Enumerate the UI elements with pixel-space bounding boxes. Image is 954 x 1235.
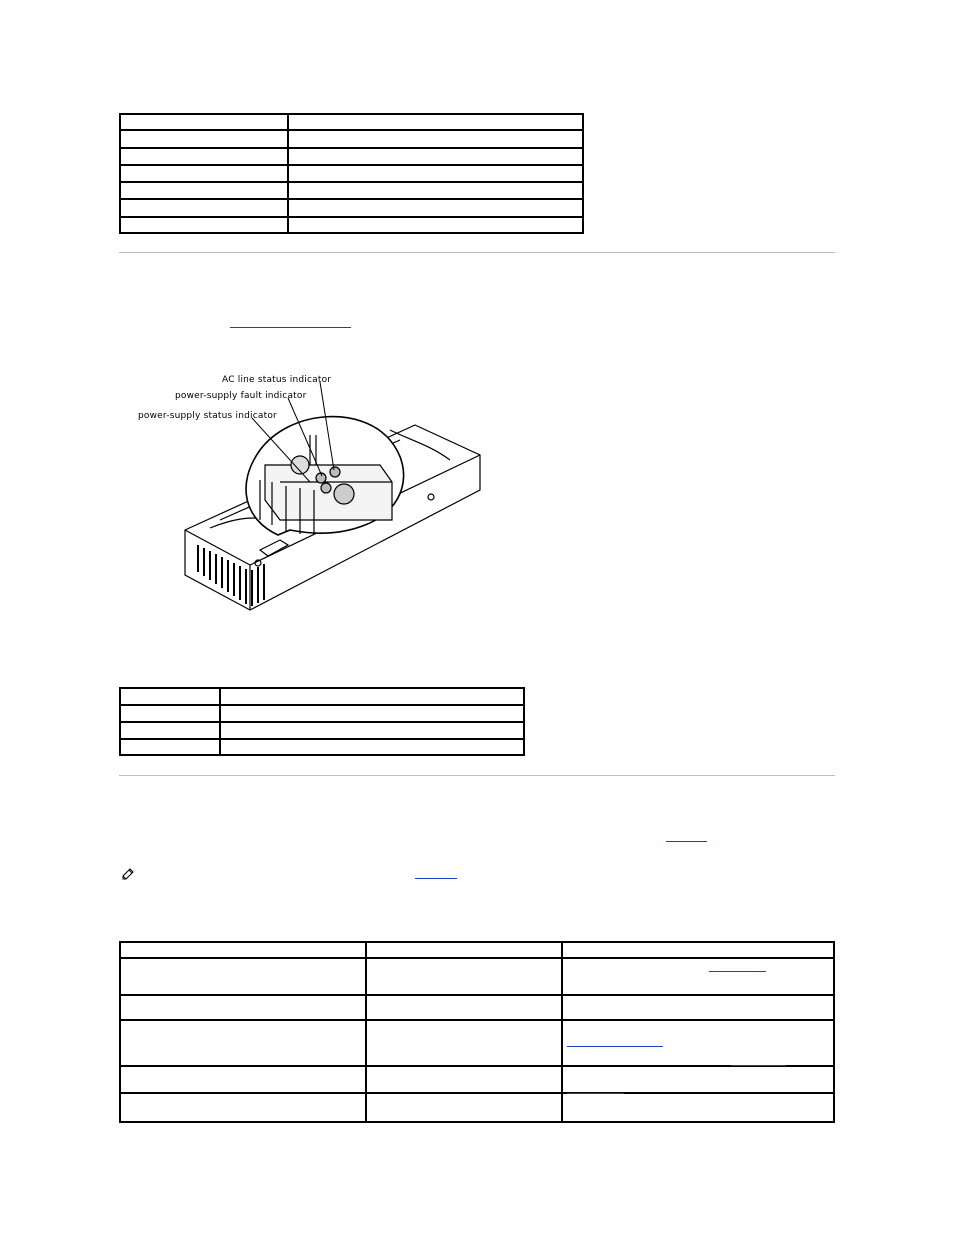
table-2 — [119, 687, 525, 756]
divider-1 — [119, 252, 835, 253]
note-icon — [121, 867, 135, 881]
ac-line-status-label: AC line status indicator — [222, 375, 332, 385]
table3-link-4[interactable] — [567, 1093, 624, 1094]
table3-link-2[interactable] — [567, 1046, 663, 1047]
table-3 — [119, 941, 835, 1123]
divider-2 — [119, 775, 835, 776]
link-2[interactable] — [666, 841, 707, 842]
power-supply-illustration — [130, 370, 490, 615]
link-1[interactable] — [230, 327, 351, 328]
table-1 — [119, 113, 584, 234]
table3-link-3[interactable] — [731, 1065, 786, 1066]
power-supply-status-label: power-supply status indicator — [138, 411, 277, 421]
link-3[interactable] — [415, 878, 457, 879]
power-supply-fault-label: power-supply fault indicator — [175, 391, 307, 401]
table3-link-1[interactable] — [709, 971, 766, 972]
